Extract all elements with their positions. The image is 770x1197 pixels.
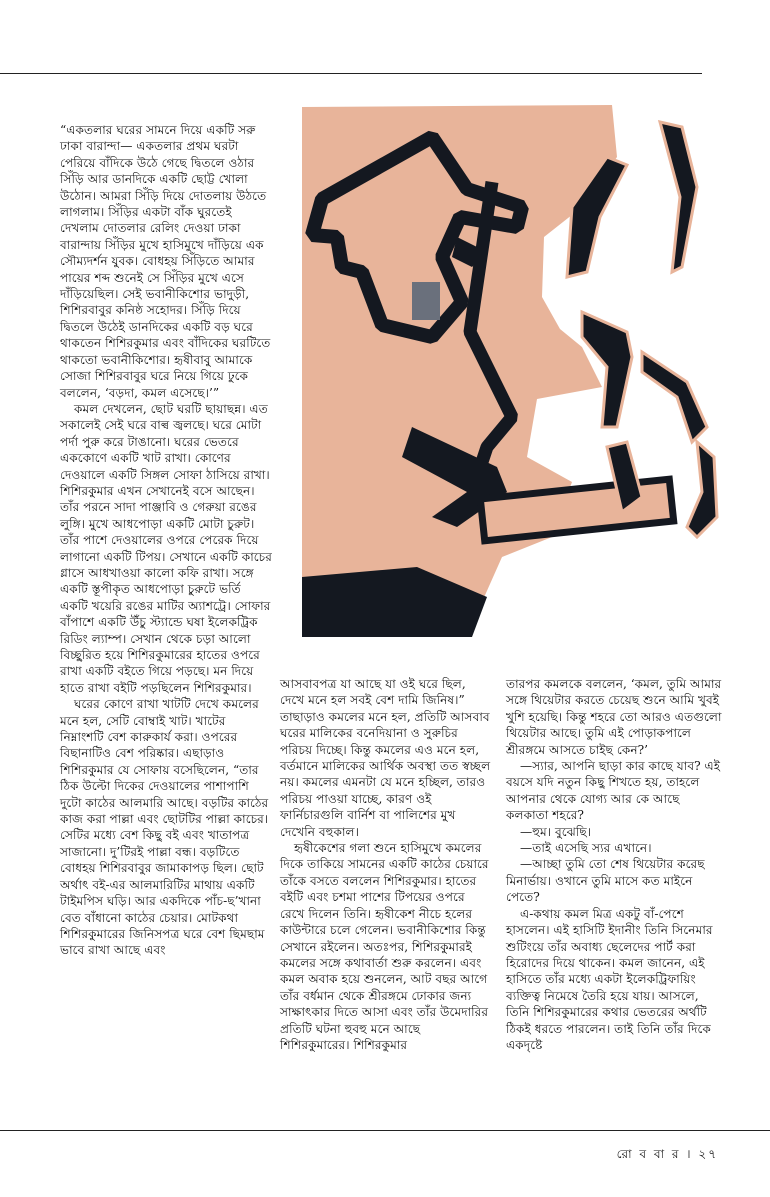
paragraph: হৃষীকেশের গলা শুনে হাসিমুখে কমলের দিকে তাকিয়ে সামনের একটি কাঠের চেয়ারে তাঁকে বসতে বললেন শিশিরকুমার। হাতের বইটি এবং চশমা পাশের টিপয়ের ওপরে রেখে দিলেন তিনি। হৃষীকেশ নীচে হলের কাউন্টারে চলে গেলেন। ভবানীকিশোর কিন্তু সেখানে রইলেন। অতঃপর, শিশিরকুমারই কমলের সঙ্গে কথাবার্তা শুরু করলেন। এবং কমল অবাক হয়ে শুনলেন, আট বছর আগে তাঁর বর্ধমান থেকে শ্রীরঙ্গমে ঢোকার জন্য সাক্ষাৎকার দিতে আসা এবং তাঁর উমেদারির প্রতিটি ঘটনা হুবহু মনে আছে শিশিরকুমারের। শিশিরকুমার [280,841,489,1052]
lens-highlight [412,282,440,320]
paragraph: আসবাবপত্র যা আছে যা ওই ঘরে ছিল, দেখে মনে হল সবই বেশ দামি জিনিষ।” তাছাড়াও কমলের মনে হল, প্রতিটি আসবাব ঘরের মালিকের বনেদিয়ানা ও সুরুচির পরিচয় দিচ্ছে। কিন্তু কমলের এও মনে হল, বর্তমানে মালিকের আর্থিক অবস্থা তত স্বচ্ছল নয়। কমলের এমনটা যে মনে হচ্ছিল, তারও পরিচয় পাওয়া যাচ্ছে, কারণ ওই ফার্নিচারগুলি বার্নিশ বা পালিশের মুখ দেখেনি বহুকাল। [280,677,491,839]
paragraph: “একতলার ঘরের সামনে দিয়ে একটি সরু ঢাকা বারান্দা— একতলার প্রথম ঘরটা পেরিয়ে বাঁদিকে উঠে গেছে দ্বিতলে ওঠার সিঁড়ি আর ডানদিকে একটি ছোট্ট খোলা উঠোন। আমরা সিঁড়ি দিয়ে দোতলায় উঠতে লাগলাম। সিঁড়ির একটা বাঁক ঘুরতেই দেখলাম দোতলার রেলিং দেওয়া ঢাকা বারান্দায় সিঁড়ির মুখে হাসিমুখে দাঁড়িয়ে এক সৌম্যদর্শন যুবক। বোধহয় সিঁড়িতে আমার পায়ের শব্দ শুনেই সে সিঁড়ির মুখে এসে দাঁড়িয়েছিল। সেই ভবানীকিশোর ভাদুড়ী, শিশিরবাবুর কনিষ্ঠ সহোদর। সিঁড়ি দিয়ে দ্বিতলে উঠেই ডানদিকের একটি বড় ঘরে থাকতেন শিশিরকুমার এবং বাঁদিকের ঘরটিতে থাকতো ভবানীকিশোর। হৃষীবাবু আমাকে সোজা শিশিরবাবুর ঘরে নিয়ে গিয়ে ঢুকে বললেন, ‘বড়দা, কমল এসেছে।’” [60,123,271,400]
portrait-illustration [282,97,722,663]
smoke-4 [642,352,707,442]
paragraph: ঘরের কোণে রাখা খাটটি দেখে কমলের মনে হল, সেটি বোম্বাই খাট। খাটের নিম্নাংশটি বেশ কারুকার্য করা। ওপরের বিছানাটিও বেশ পরিষ্কার। এছাড়াও শিশিরকুমার যে সোফায় বসেছিলেন, “তার ঠিক উল্টো দিকের দেওয়ালের পাশাপাশি দুটো কাঠের আলমারি আছে। বড়টির কাঠের কাজ করা পাল্লা এবং ছোটটির পাল্লা কাচের। সেটির মধ্যে বেশ কিছু বই এবং খাতাপত্র সাজানো। দু’টিরই পাল্লা বন্ধ। বড়টিতে বোধহয় শিশিরবাবুর জামাকাপড় ছিল। ছোট অর্থাৎ বই-এর আলমারিটির মাথায় একটি টাইমপিস ঘড়ি। আর একদিকে পাঁচ-ছ’খানা বেত বাঁধানো কাঠের চেয়ার। মোটকথা শিশিরকুমারের জিনিসপত্র ঘরে বেশ ছিমছাম ভাবে রাখা আছে এবং [60,697,269,958]
paragraph: তারপর কমলকে বললেন, ‘কমল, তুমি আমার সঙ্গে থিয়েটার করতে চেয়েছ শুনে আমি খুবই খুশি হয়েছি। কিন্তু শহরে তো আরও এতগুলো থিয়েটার আছে। তুমি এই পোড়াকপালে শ্রীরঙ্গমে আসতে চাইছ কেন?’ [506,677,722,757]
top-rule [0,73,702,74]
smoke-6 [687,442,717,537]
column-1 [60,122,272,959]
paragraph: এ-কথায় কমল মিত্র একটু বাঁ-পেশে হাসলেন। এই হাসিটি ইদানীং তিনি সিনেমার শুটিংয়ে তাঁর অবাধ্য ছেলেদের পার্ট করা হিরোদের দিয়ে থাকেন। কমল জানেন, এই হাসিতে তাঁর মধ্যে একটা ইলেকট্রিফায়িং ব্যক্তিত্ব নিমেষে তৈরি হয়ে যায়। আসলে, তিনি শিশিরকুমারের কথার ভেতরের অর্থটি ঠিকই ধরতে পারলেন। তাই তিনি তাঁর দিকে একদৃষ্টে [506,906,713,1052]
page-footer: রো ব বা র । ২৭ [616,1147,718,1161]
column-2 [280,676,492,1053]
smoke-1 [660,122,697,272]
paragraph: কমল দেখলেন, ছোট ঘরটি ছায়াছন্ন। এত সকালেই সেই ঘরে বাল্ব জ্বলছে। ঘরে মোটা পর্দা পুরু করে টাঙানো। ঘরের ভেতরে এককোণে একটি খাট রাখা। কোণের দেওয়ালে একটি সিঙ্গল সোফা ঠাসিয়ে রাখা। শিশিরকুমার এখন সেখানেই বসে আছেন। তাঁর পরনে সাদা পাঞ্জাবি ও গেরুয়া রঙের লুঙ্গি। মুখে আধপোড়া একটি মোটা চুরুট। তাঁর পাশে দেওয়ালের ওপরে পেরেক দিয়ে লাগানো একটি টিপয়। সেখানে একটি কাচের গ্লাসে আধখাওয়া কালো কফি রাখা। সঙ্গে একটি স্তূপীকৃত আধপোড়া চুরুটে ভর্তি একটি খয়েরি রঙের মাটির অ্যাশট্রে। সোফার বাঁপাশে একটি উঁচু স্ট্যান্ডে ঘষা ইলেকট্রিক রিডিং ল্যাম্প। সেখান থেকে চড়া আলো বিচ্ছুরিত হয়ে শিশিরকুমারের হাতের ওপরে রাখা একটি বইতে গিয়ে পড়ছে। মন দিয়ে হাতে রাখা বইটি পড়ছিলেন শিশিরকুমার। [60,401,272,695]
paragraph: —স্যার, আপনি ছাড়া কার কাছে যাব? এই বয়সে যদি নতুন কিছু শিখতে হয়, তাহলে আপনার থেকে যোগ্য আর কে আছে কলকাতা শহরে? [506,759,721,823]
paragraph: —আচ্ছা তুমি তো শেষ থিয়েটার করেছ মিনার্ভায়। ওখানে তুমি মাসে কত মাইনে পেতে? [506,857,705,905]
column-3 [506,676,722,1053]
bottom-rule [0,1130,770,1131]
paragraph: —তাই এসেছি স্যর এখানে। [520,841,652,856]
paragraph: —হুম। বুঝেছি। [520,824,592,839]
